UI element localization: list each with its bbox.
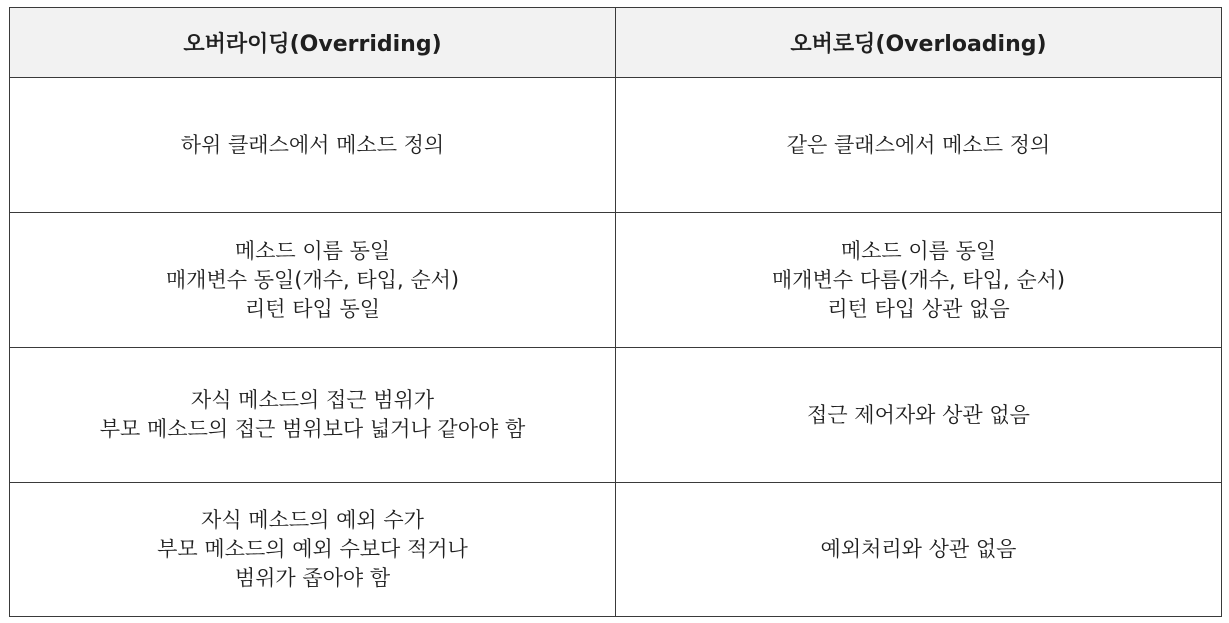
- header-row: [10, 8, 1222, 78]
- cell-overriding-definition: [10, 78, 616, 213]
- cell-line: 자식 메소드의 접근 범위가: [190, 388, 435, 412]
- cell-overloading-signature: [616, 213, 1222, 348]
- table-row: [10, 213, 1222, 348]
- cell-line: 자식 메소드의 예외 수가: [201, 508, 424, 532]
- header-overriding: 오버라이딩(Overriding): [10, 8, 616, 78]
- cell-line: 하위 클래스에서 메소드 정의: [180, 132, 445, 157]
- cell-overriding-signature: [10, 213, 616, 348]
- table-row: [10, 78, 1222, 213]
- cell-line: 리턴 타입 상관 없음: [827, 296, 1010, 321]
- cell-overriding-exception: [10, 483, 616, 617]
- cell-overloading-exception: [616, 483, 1222, 617]
- cell-overloading-access: [616, 348, 1222, 483]
- cell-line: 접근 제어자와 상관 없음: [807, 402, 1030, 427]
- cell-line: 메소드 이름 동일: [234, 238, 391, 263]
- header-overloading: 오버로딩(Overloading): [616, 8, 1222, 78]
- cell-line: 메소드 이름 동일: [840, 238, 997, 263]
- table-row: [10, 483, 1222, 617]
- cell-overloading-definition: [616, 78, 1222, 213]
- cell-line: 부모 메소드의 접근 범위보다 넓거나 같아야 함: [99, 417, 526, 441]
- cell-line: 범위가 좁아야 함: [234, 566, 391, 590]
- table-row: [10, 348, 1222, 483]
- cell-line: 리턴 타입 동일: [244, 296, 381, 321]
- cell-line: 예외처리와 상관 없음: [820, 537, 1017, 561]
- cell-line: 부모 메소드의 예외 수보다 적거나: [157, 537, 468, 561]
- comparison-table: [9, 7, 1222, 617]
- cell-overriding-access: [10, 348, 616, 483]
- cell-line: 매개변수 동일(개수, 타입, 순서): [165, 267, 460, 292]
- cell-line: 매개변수 다름(개수, 타입, 순서): [771, 267, 1066, 292]
- cell-line: 같은 클래스에서 메소드 정의: [786, 132, 1051, 157]
